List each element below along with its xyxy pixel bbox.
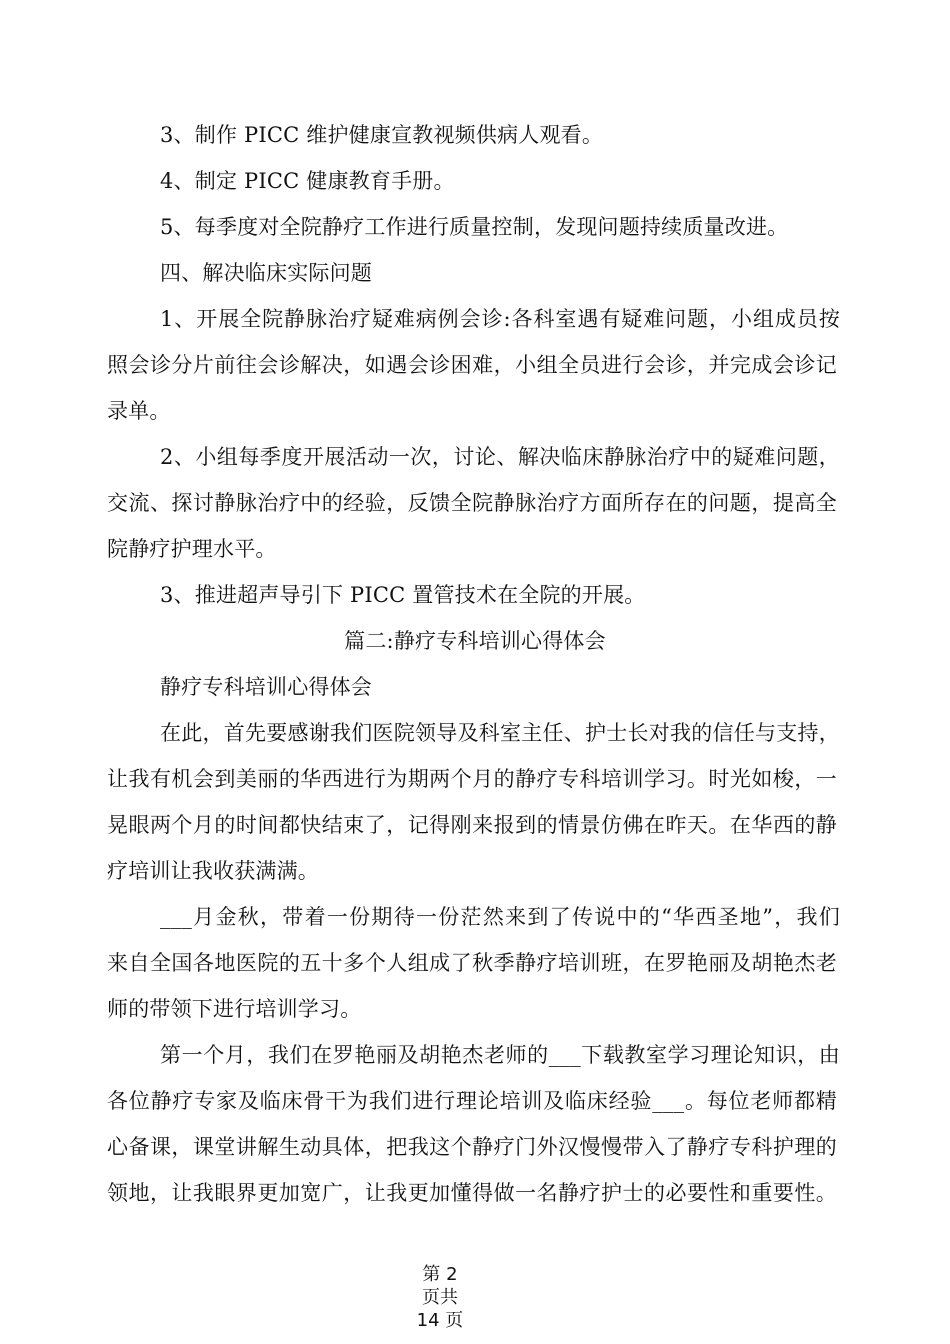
paragraph-line: 2、小组每季度开展活动一次，讨论、解决临床静脉治疗中的疑难问题， (160, 445, 840, 469)
page-number-line-1: 第 2 (422, 1264, 458, 1285)
paragraph-line: 1、开展全院静脉治疗疑难病例会诊:各科室遇有疑难问题，小组成员按 (160, 307, 840, 331)
paragraph-line: 晃眼两个月的时间都快结束了，记得刚来报到的情景仿佛在昨天。在华西的静 (107, 813, 837, 837)
article-subtitle: 静疗专科培训心得体会 (160, 675, 372, 699)
paragraph-line: 照会诊分片前往会诊解决，如遇会诊困难，小组全员进行会诊，并完成会诊记 (107, 353, 837, 377)
paragraph-item-3: 3、制作 PICC 维护健康宣教视频供病人观看。 (160, 123, 604, 147)
paragraph-line: 各位静疗专家及临床骨干为我们进行理论培训及临床经验___。每位老师都精 (107, 1089, 837, 1113)
paragraph-line: 心备课，课堂讲解生动具体，把我这个静疗门外汉慢慢带入了静疗专科护理的 (107, 1135, 837, 1159)
paragraph-line: 在此，首先要感谢我们医院领导及科室主任、护士长对我的信任与支持， (160, 721, 840, 745)
paragraph-item-5: 5、每季度对全院静疗工作进行质量控制，发现问题持续质量改进。 (160, 215, 789, 239)
paragraph-line: 第一个月，我们在罗艳丽及胡艳杰老师的___下载教室学习理论知识，由 (160, 1043, 840, 1067)
paragraph-line: 疗培训让我收获满满。 (107, 859, 319, 883)
paragraph-item-4: 4、制定 PICC 健康教育手册。 (160, 169, 455, 193)
paragraph-line: 来自全国各地医院的五十多个人组成了秋季静疗培训班，在罗艳丽及胡艳杰老 (107, 951, 837, 975)
paragraph-line: ___月金秋，带着一份期待一份茫然来到了传说中的“华西圣地”，我们 (160, 905, 840, 929)
page-number-line-3: 14 页 (416, 1310, 464, 1331)
paragraph-line: 交流、探讨静脉治疗中的经验，反馈全院静脉治疗方面所存在的问题，提高全 (107, 491, 837, 515)
paragraph-line: 师的带领下进行培训学习。 (107, 997, 362, 1021)
paragraph-line: 院静疗护理水平。 (107, 537, 277, 561)
section-heading-four: 四、解决临床实际问题 (160, 261, 372, 285)
page-number-line-2: 页共 (422, 1287, 458, 1308)
paragraph-line: 让我有机会到美丽的华西进行为期两个月的静疗专科培训学习。时光如梭，一 (107, 767, 837, 791)
paragraph-item-3b: 3、推进超声导引下 PICC 置管技术在全院的开展。 (160, 583, 646, 607)
section-title: 篇二:静疗专科培训心得体会 (344, 629, 606, 653)
paragraph-line: 录单。 (107, 399, 171, 423)
paragraph-line: 领地，让我眼界更加宽广，让我更加懂得做一名静疗护士的必要性和重要性。 (107, 1181, 837, 1205)
